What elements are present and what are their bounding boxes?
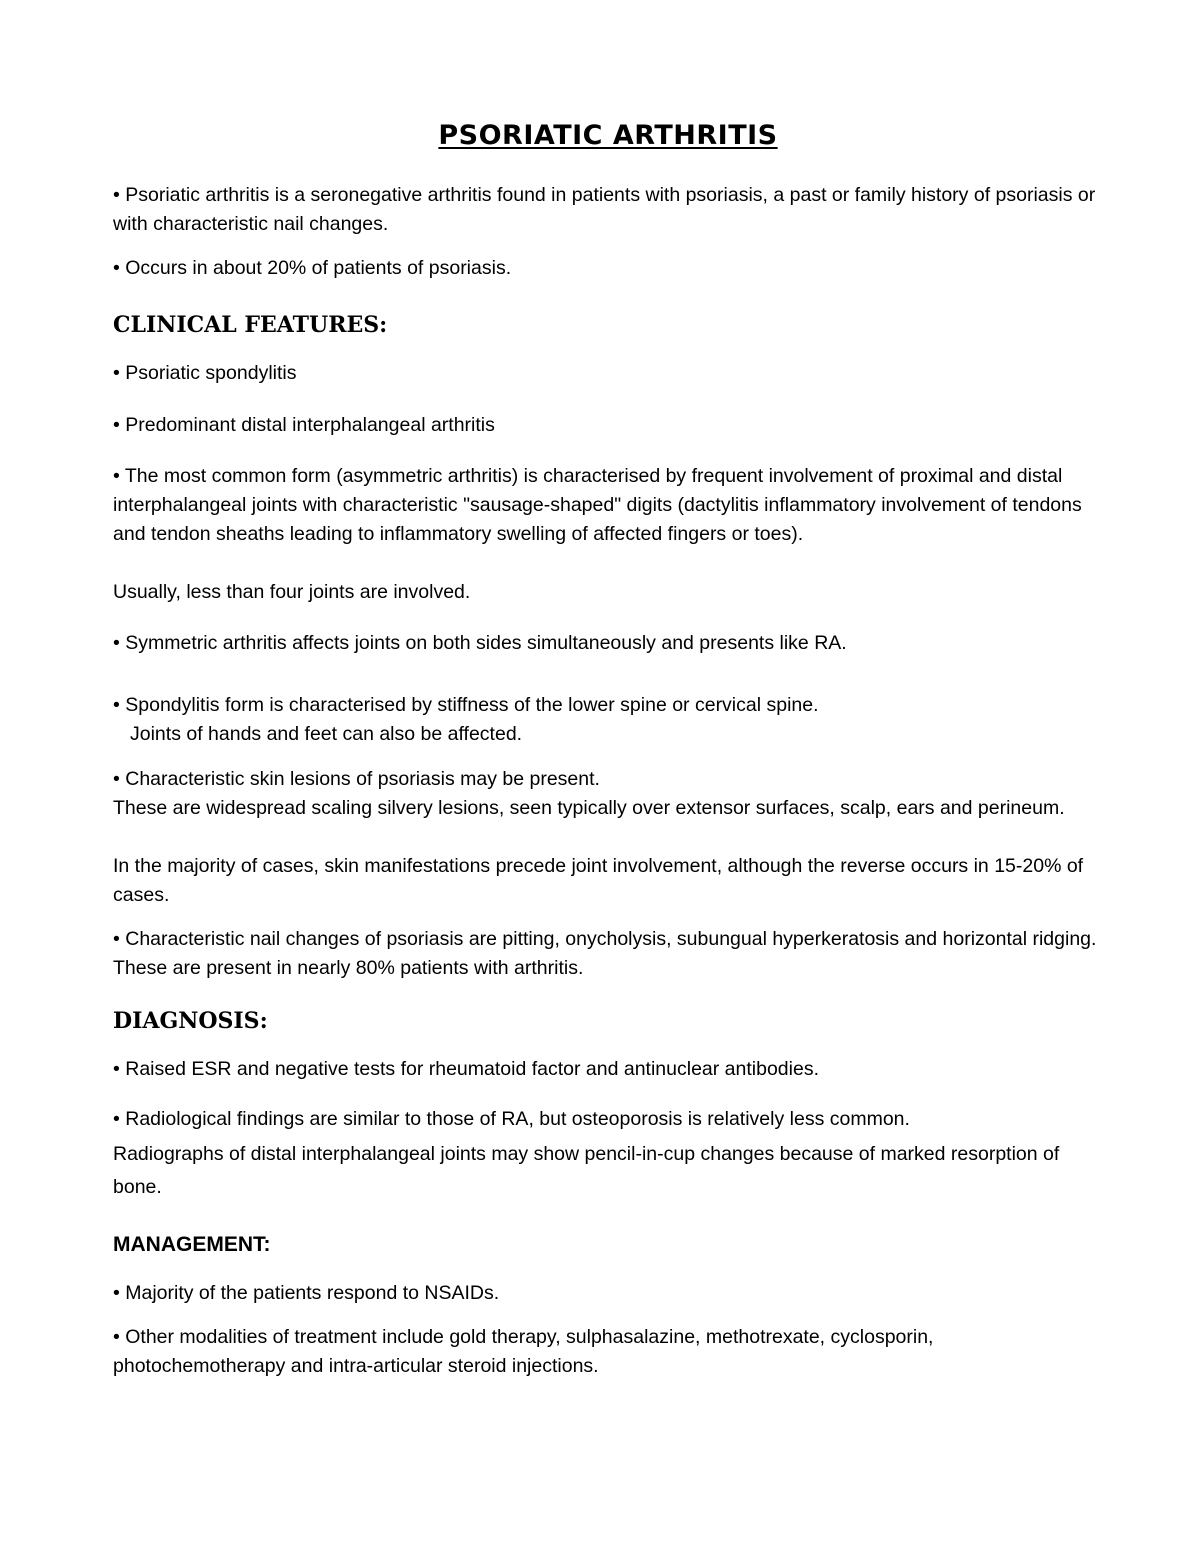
clinical-item-symmetric-arthritis: • Symmetric arthritis affects joints on both sides simultaneously and presents like RA. (113, 632, 847, 654)
clinical-item-nail-changes: • Characteristic nail changes of psoriasis are pitting, onycholysis, subungual hyperkeratosis and horizontal ridging. These are present in nearly 80% patients with arthritis. (113, 928, 1097, 979)
intro-paragraph-2: • Occurs in about 20% of patients of psoriasis. (113, 257, 512, 279)
management-item-nsaids: • Majority of the patients respond to NSAIDs. (113, 1282, 500, 1304)
clinical-item-spondylitis-form: • Spondylitis form is characterised by stiffness of the lower spine or cervical spine. (113, 694, 819, 716)
clinical-item-dip-arthritis: • Predominant distal interphalangeal arthritis (113, 414, 495, 436)
diagnosis-heading: DIAGNOSIS: (113, 1008, 268, 1034)
clinical-features-heading: CLINICAL FEATURES: (113, 312, 388, 338)
clinical-item-skin-lesions: • Characteristic skin lesions of psoriasis may be present. (113, 768, 600, 790)
clinical-item-hands-feet-note: Joints of hands and feet can also be affected. (130, 723, 523, 745)
intro-paragraph-1: • Psoriatic arthritis is a seronegative arthritis found in patients with psoriasis, a past or family history of psoriasis or with characteristic nail changes. (113, 184, 1096, 235)
diagnosis-item-pencil-in-cup: Radiographs of distal interphalangeal joints may show pencil-in-cup changes because of marked resorption of bone. (113, 1143, 1060, 1198)
clinical-item-skin-lesions-description: These are widespread scaling silvery lesions, seen typically over extensor surfaces, scalp, ears and perineum. (113, 797, 1065, 819)
page-title: PSORIATIC ARTHRITIS (438, 120, 778, 151)
diagnosis-item-radiological: • Radiological findings are similar to those of RA, but osteoporosis is relatively less common. (113, 1108, 910, 1130)
clinical-item-skin-precedes-joint: In the majority of cases, skin manifestations precede joint involvement, although the reverse occurs in 15-20% of cases. (113, 855, 1084, 906)
clinical-item-asymmetric-arthritis: • The most common form (asymmetric arthritis) is characterised by frequent involvement of proximal and distal interphalangeal joints with characteristic "sausage-shaped" digits (dactylitis inflammatory involvement of tendons and tendon sheaths leading to inflammatory swelling of affected fingers or toes). (113, 465, 1082, 545)
management-item-other-modalities: • Other modalities of treatment include gold therapy, sulphasalazine, methotrexate, cyclosporin, photochemotherapy and intra-articular steroid injections. (113, 1326, 934, 1377)
clinical-item-psoriatic-spondylitis: • Psoriatic spondylitis (113, 362, 297, 384)
management-heading: MANAGEMENT: (113, 1233, 271, 1256)
clinical-item-joint-count-note: Usually, less than four joints are involved. (113, 581, 471, 603)
diagnosis-item-lab-tests: • Raised ESR and negative tests for rheumatoid factor and antinuclear antibodies. (113, 1058, 819, 1080)
